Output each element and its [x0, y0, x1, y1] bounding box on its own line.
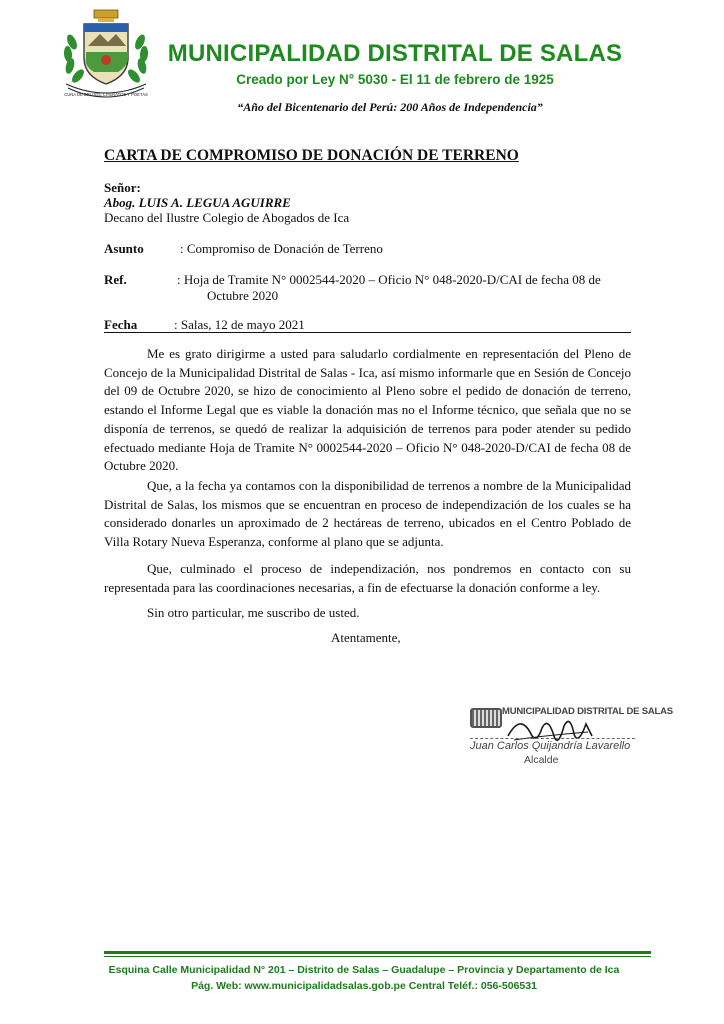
- date-value: : Salas, 12 de mayo 2021: [174, 317, 305, 332]
- closing: Atentamente,: [331, 630, 401, 645]
- body-paragraph-4: Sin otro particular, me suscribo de usted.: [147, 605, 360, 620]
- signer-role: Alcalde: [524, 754, 559, 766]
- footer-rule: [104, 951, 651, 954]
- body-paragraph-3: Que, culminado el proceso de independización, nos pondremos en contacto con su representada para las coordinaciones necesarias, a fin de efectuarse la donación conforme a ley.: [104, 561, 631, 595]
- date-label: Fecha: [104, 317, 138, 332]
- subject-value: : Compromiso de Donación de Terreno: [180, 241, 383, 256]
- year-motto: “Año del Bicentenario del Perú: 200 Años de Independencia”: [237, 100, 543, 114]
- creation-law: Creado por Ley N° 5030 - El 11 de febrero de 1925: [236, 72, 554, 87]
- municipal-seal-logo: [58, 6, 154, 102]
- footer-contact: Pág. Web: www.municipalidadsalas.gob.pe Central Teléf.: 056-506531: [191, 980, 537, 992]
- subject-label: Asunto: [104, 241, 144, 256]
- body-paragraph-1: Me es grato dirigirme a usted para saludarlo cordialmente en representación del Pleno de Concejo de la Municipalidad Distrital de Salas - Ica, así mismo informarle que en Sesión de Concejo del 09 de Octubre 2020, se hizo de conocimiento al Pleno sobre el pedido de donación de terreno, estando el Informe Legal que es viable la donación mas no el Informe técnico, que señala que no se disponía de terrenos, se quedó de realizar la adquisición de terrenos para poder atender su pedido efectuado mediante Hoja de Tramite N° 0002544-2020 – Oficio N° 048-2020-D/CAI de fecha 08 de Octubre 2020.: [104, 346, 631, 474]
- ref-label: Ref.: [104, 272, 127, 287]
- institution-name: MUNICIPALIDAD DISTRITAL DE SALAS: [167, 40, 623, 67]
- recipient-name: Abog. LUIS A. LEGUA AGUIRRE: [104, 195, 291, 210]
- ref-value-line2: Octubre 2020: [207, 288, 279, 303]
- footer-address: Esquina Calle Municipalidad N° 201 – Distrito de Salas – Guadalupe – Provincia y Departamento de Ica: [108, 964, 620, 976]
- footer-rule-thin: [104, 956, 651, 957]
- stamp-institution: MUNICIPALIDAD DISTRITAL DE SALAS: [502, 706, 673, 717]
- signer-name: Juan Carlos Quijandría Lavarello: [470, 740, 631, 752]
- header-separator: [104, 332, 631, 333]
- ref-value-line1: : Hoja de Tramite N° 0002544-2020 – Oficio N° 048-2020-D/CAI de fecha 08 de: [177, 272, 601, 287]
- document-title: CARTA DE COMPROMISO DE DONACIÓN DE TERRENO: [104, 147, 519, 164]
- svg-text:CUNA DE BRUJOS, LITERATOS Y PO: CUNA DE BRUJOS, LITERATOS Y POETAS: [64, 92, 148, 97]
- signature-line: [470, 738, 635, 739]
- body-paragraph-2: Que, a la fecha ya contamos con la disponibilidad de terrenos a nombre de la Municipalidad Distrital de Salas, los mismos que se encuentran en proceso de independización de los cuales se ha considerado donarles un aproximado de 2 hectáreas de terreno, ubicados en el Centro Poblado de Villa Rotary Nueva Esperanza, conforme al plano que se adjunta.: [104, 478, 631, 550]
- salutation: Señor:: [104, 180, 141, 195]
- recipient-title: Decano del Ilustre Colegio de Abogados de Ica: [104, 210, 350, 225]
- stamp-emblem: [470, 708, 502, 728]
